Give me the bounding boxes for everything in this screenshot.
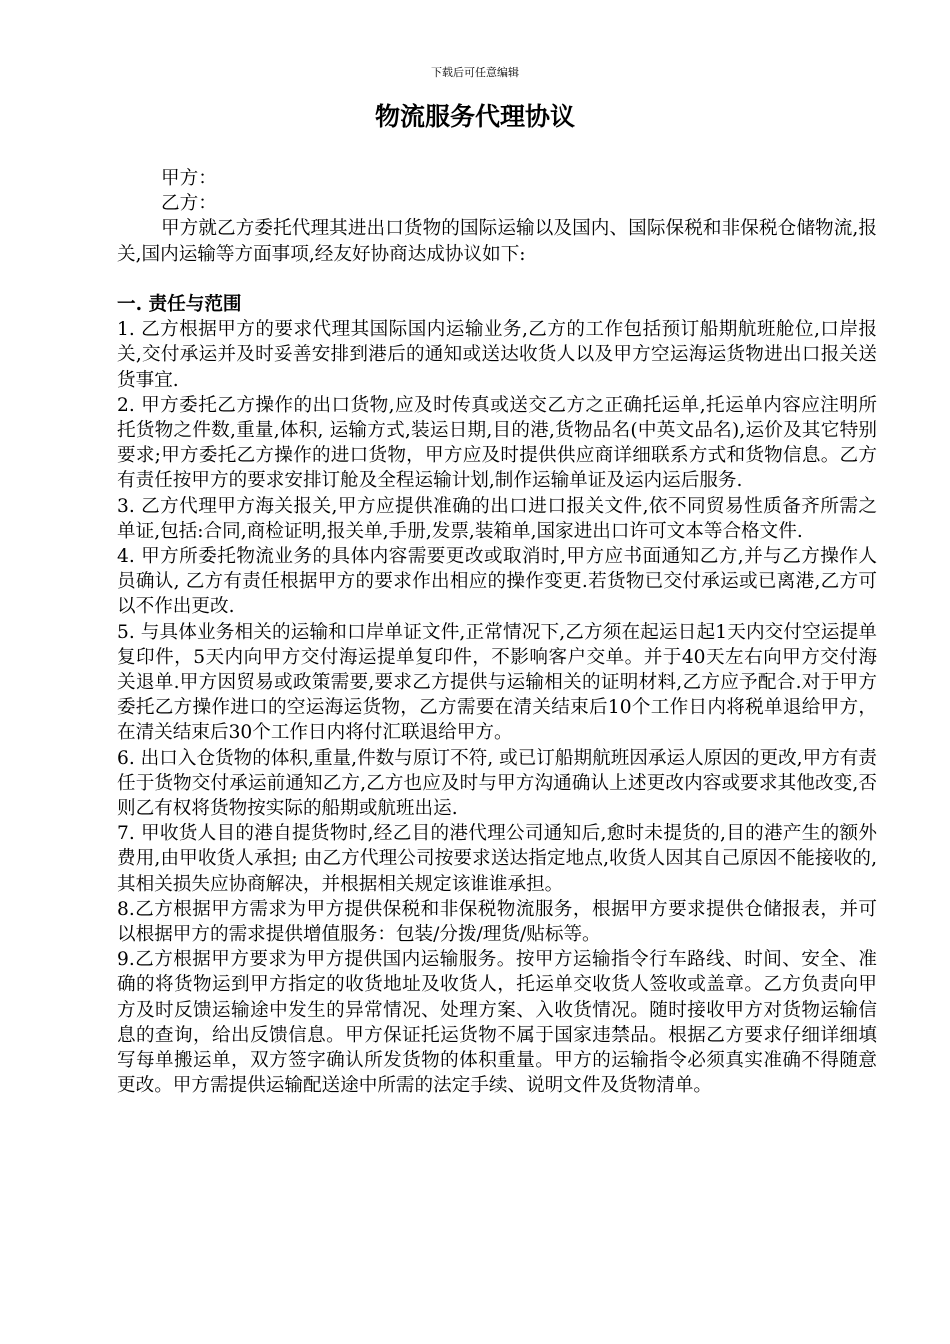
clause-1: 1. 乙方根据甲方的要求代理其国际国内运输业务,乙方的工作包括预订船期航班舱位,口岸报关,交付承运并及时妥善安排到港后的通知或送达收货人以及甲方空运海运货物进出口报关送货事宜. [117, 319, 877, 391]
clause-7: 7. 甲收货人目的港自提货物时,经乙目的港代理公司通知后,愈时未提货的,目的港产生的额外费用,由甲收货人承担; 由乙方代理公司按要求送达指定地点,收货人因其自己原因不能接收的, 其相关损失应协商解决，并根据相关规定该谁谁承担。 [117, 823, 877, 895]
clause-5: 5. 与具体业务相关的运输和口岸单证文件,正常情况下,乙方须在起运日起1天内交付空运提单复印件，5天内向甲方交付海运提单复印件，不影响客户交单。并于40天左右向甲方交付海关退单.甲方因贸易或政策需要,要求乙方提供与运输相关的证明材料,乙方应予配合.对于甲方委托乙方操作进口的空运海运货物，乙方需要在清关结束后10个工作日内将税单退给甲方，在清关结束后30个工作日内将付汇联退给甲方。 [117, 621, 877, 744]
document-body [117, 166, 877, 1099]
clause-8: 8.乙方根据甲方需求为甲方提供保税和非保税物流服务，根据甲方要求提供仓储报表，并可以根据甲方的需求提供增值服务：包装/分拨/理货/贴标等。 [117, 898, 877, 946]
header-note: 下载后可任意编辑 [431, 66, 519, 79]
clause-3: 3. 乙方代理甲方海关报关,甲方应提供准确的出口进口报关文件,依不同贸易性质备齐所需之单证,包括:合同,商检证明,报关单,手册,发票,装箱单,国家进出口许可文本等合格文件. [117, 495, 877, 542]
clause-4: 4. 甲方所委托物流业务的具体内容需要更改或取消时,甲方应书面通知乙方,并与乙方操作人员确认, 乙方有责任根据甲方的要求作出相应的操作变更.若货物已交付承运或已离港,乙方可以不作出更改. [117, 546, 877, 618]
intro-paragraph: 甲方就乙方委托代理其进出口货物的国际运输以及国内、国际保税和非保税仓储物流,报关,国内运输等方面事项,经友好协商达成协议如下: [117, 218, 877, 265]
party-a-line: 甲方： [161, 168, 217, 189]
clause-6: 6. 出口入仓货物的体积,重量,件数与原订不符, 或已订船期航班因承运人原因的更改,甲方有责任于货物交付承运前通知乙方,乙方也应及时与甲方沟通确认上述更改内容或要求其他改变,否则乙有权将货物按实际的船期或航班出运. [117, 747, 877, 820]
document-title: 物流服务代理协议 [374, 102, 575, 131]
party-b-line: 乙方： [161, 193, 217, 215]
clause-2: 2. 甲方委托乙方操作的出口货物,应及时传真或送交乙方之正确托运单,托运单内容应注明所托货物之件数,重量,体积, 运输方式,装运日期,目的港,货物品名(中英文品名),运价及其它特别要求;甲方委托乙方操作的进口货物，甲方应及时提供供应商详细联系方式和货物信息。乙方有责任按甲方的要求安排订舱及全程运输计划,制作运输单证及运内运后服务. [117, 394, 877, 492]
section-heading: 一. 责任与范围 [117, 294, 242, 315]
clause-9: 9.乙方根据甲方要求为甲方提供国内运输服务。按甲方运输指令行车路线、时间、安全、准确的将货物运到甲方指定的收货地址及收货人，托运单交收货人签收或盖章。乙方负责向甲方及时反馈运输途中发生的异常情况、处理方案、入收货情况。随时接收甲方对货物运输信息的查询，给出反馈信息。甲方保证托运货物不属于国家违禁品。根据乙方要求仔细详细填写每单搬运单，双方签字确认所发货物的体积重量。甲方的运输指令必须真实准确不得随意更改。甲方需提供运输配送途中所需的法定手续、说明文件及货物清单。 [117, 949, 877, 1097]
